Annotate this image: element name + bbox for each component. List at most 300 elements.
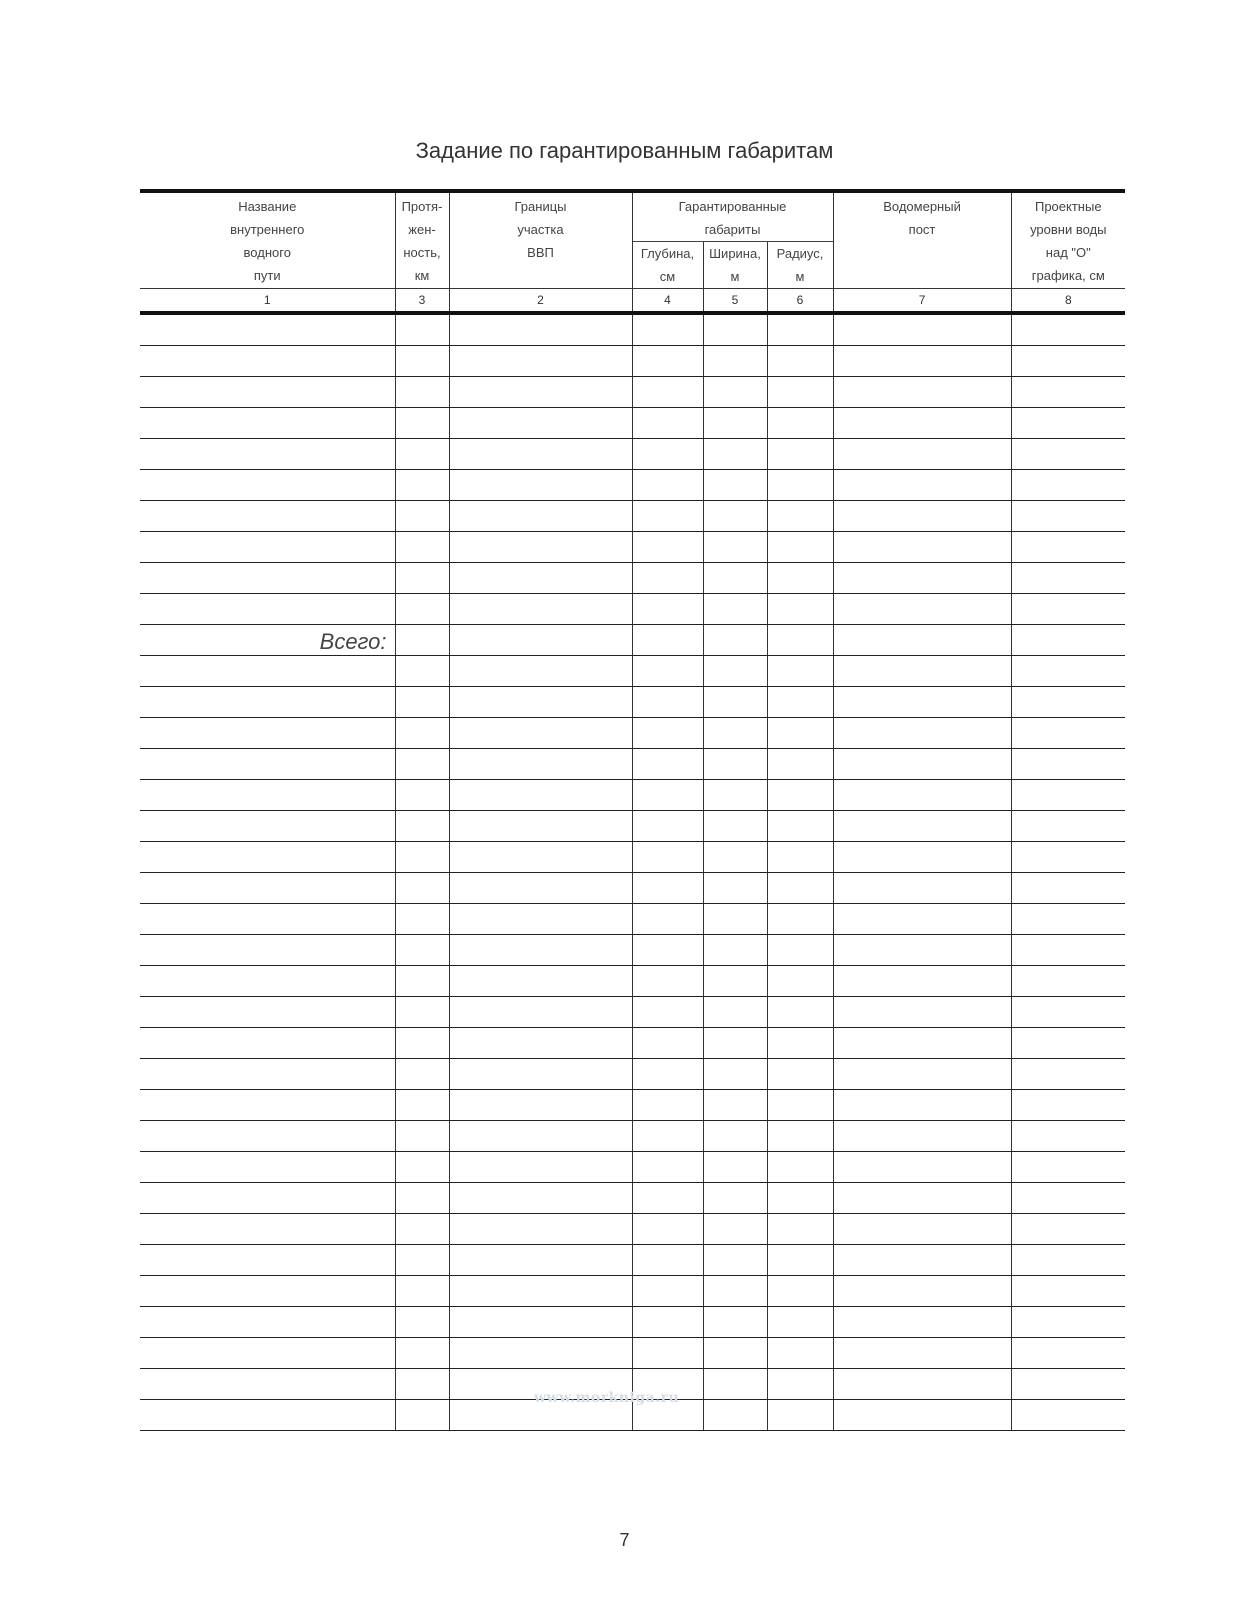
table-cell: [767, 439, 833, 470]
table-cell: [632, 749, 703, 780]
table-cell: [449, 1245, 632, 1276]
table-cell: [767, 842, 833, 873]
cell-name: [140, 811, 395, 842]
table-cell: [1011, 1369, 1125, 1400]
header-section-bounds: Границы участка ВВП: [449, 191, 632, 289]
table-cell: [632, 1214, 703, 1245]
table-cell: [1011, 997, 1125, 1028]
table-cell: [1011, 1183, 1125, 1214]
table-cell: [1011, 811, 1125, 842]
table-row: [140, 656, 1125, 687]
table-cell: [703, 935, 767, 966]
total-label: Всего:: [140, 625, 395, 656]
table-cell: [632, 470, 703, 501]
cell-name: [140, 1369, 395, 1400]
table-cell: [703, 1152, 767, 1183]
table-cell: [449, 625, 632, 656]
table-cell: [449, 904, 632, 935]
table-cell: [632, 346, 703, 377]
table-cell: [767, 811, 833, 842]
cell-name: [140, 1400, 395, 1431]
table-cell: [833, 532, 1011, 563]
cell-name: [140, 1028, 395, 1059]
table-cell: [395, 439, 449, 470]
table-cell: [395, 873, 449, 904]
table-cell: [703, 408, 767, 439]
table-cell: [767, 1276, 833, 1307]
table-row: [140, 439, 1125, 470]
column-number: 6: [767, 289, 833, 314]
table-cell: [833, 749, 1011, 780]
table-cell: [767, 687, 833, 718]
table-cell: [767, 470, 833, 501]
cell-name: [140, 780, 395, 811]
table-cell: [833, 1369, 1011, 1400]
table-cell: [767, 1338, 833, 1369]
column-number: 4: [632, 289, 703, 314]
table-row: [140, 1090, 1125, 1121]
table-cell: [395, 1214, 449, 1245]
table-row: [140, 687, 1125, 718]
table-cell: [833, 935, 1011, 966]
table-cell: [1011, 780, 1125, 811]
table-cell: [395, 1245, 449, 1276]
table-cell: [395, 501, 449, 532]
header-radius: Радиус, м: [767, 242, 833, 289]
table-cell: [833, 1338, 1011, 1369]
table-cell: [395, 408, 449, 439]
cell-name: [140, 377, 395, 408]
table-cell: [767, 1152, 833, 1183]
header-depth: Глубина, см: [632, 242, 703, 289]
table-cell: [632, 811, 703, 842]
header-name: Название внутреннего водного пути: [140, 191, 395, 289]
table-cell: [449, 1214, 632, 1245]
table-cell: [833, 811, 1011, 842]
table-cell: [1011, 313, 1125, 346]
table-row: [140, 532, 1125, 563]
table-cell: [703, 1059, 767, 1090]
table-cell: [395, 532, 449, 563]
table-row: [140, 501, 1125, 532]
table-cell: [395, 1090, 449, 1121]
table-row: [140, 935, 1125, 966]
table-cell: [833, 563, 1011, 594]
table-cell: [703, 749, 767, 780]
table-cell: [449, 1059, 632, 1090]
cell-name: [140, 1090, 395, 1121]
table-cell: [632, 594, 703, 625]
table-cell: [767, 935, 833, 966]
table-cell: [449, 1152, 632, 1183]
table-cell: [395, 842, 449, 873]
table-cell: [449, 873, 632, 904]
table-cell: [703, 1400, 767, 1431]
table-cell: [1011, 594, 1125, 625]
table-row: [140, 718, 1125, 749]
table-cell: [395, 718, 449, 749]
table-cell: [833, 625, 1011, 656]
table-row: [140, 966, 1125, 997]
table-cell: [395, 687, 449, 718]
header-gauge-post: Водомерный пост: [833, 191, 1011, 289]
table-cell: [449, 1028, 632, 1059]
cell-name: [140, 470, 395, 501]
table-cell: [395, 1121, 449, 1152]
table-cell: [1011, 532, 1125, 563]
table-cell: [395, 1059, 449, 1090]
table-cell: [395, 1276, 449, 1307]
table-cell: [632, 997, 703, 1028]
table-cell: [1011, 842, 1125, 873]
table-cell: [449, 749, 632, 780]
table-cell: [767, 904, 833, 935]
table-cell: [833, 656, 1011, 687]
table-cell: [1011, 625, 1125, 656]
table-cell: [1011, 687, 1125, 718]
table-cell: [395, 377, 449, 408]
table-cell: [767, 966, 833, 997]
page-title: Задание по гарантированным габаритам: [415, 138, 834, 163]
table-cell: [703, 470, 767, 501]
table-cell: [703, 873, 767, 904]
table-cell: [632, 1307, 703, 1338]
cell-name: [140, 966, 395, 997]
table-cell: [703, 501, 767, 532]
table-cell: [703, 346, 767, 377]
table-cell: [1011, 1121, 1125, 1152]
table-cell: [767, 594, 833, 625]
table-row: [140, 842, 1125, 873]
table-row: [140, 594, 1125, 625]
table-cell: [703, 532, 767, 563]
table-cell: [1011, 377, 1125, 408]
cell-name: [140, 1059, 395, 1090]
table-cell: [449, 532, 632, 563]
table-cell: [767, 625, 833, 656]
table-cell: [449, 1183, 632, 1214]
table-cell: [1011, 501, 1125, 532]
table-row: [140, 904, 1125, 935]
cell-name: [140, 749, 395, 780]
table-cell: [449, 656, 632, 687]
table-cell: [1011, 1152, 1125, 1183]
table-cell: [632, 1090, 703, 1121]
table-cell: [1011, 904, 1125, 935]
column-number: 1: [140, 289, 395, 314]
table-cell: [1011, 1400, 1125, 1431]
table-cell: [395, 1369, 449, 1400]
table-cell: [1011, 1338, 1125, 1369]
table-cell: [632, 377, 703, 408]
table-row: [140, 1028, 1125, 1059]
table-cell: [449, 997, 632, 1028]
column-number: 3: [395, 289, 449, 314]
table-row: [140, 408, 1125, 439]
cell-name: [140, 873, 395, 904]
table-cell: [632, 313, 703, 346]
table-cell: [767, 749, 833, 780]
page-number: 7: [619, 1530, 630, 1550]
table-cell: [449, 439, 632, 470]
table-cell: [833, 594, 1011, 625]
table-cell: [767, 563, 833, 594]
table-row: [140, 1121, 1125, 1152]
table-cell: [395, 935, 449, 966]
table-cell: [1011, 1028, 1125, 1059]
table-cell: [767, 1307, 833, 1338]
table-cell: [833, 1059, 1011, 1090]
table-cell: [703, 718, 767, 749]
table-cell: [1011, 563, 1125, 594]
table-cell: [1011, 408, 1125, 439]
table-cell: [449, 780, 632, 811]
table-cell: [703, 1090, 767, 1121]
table-row: [140, 1152, 1125, 1183]
table-cell: [449, 501, 632, 532]
table-cell: [632, 1245, 703, 1276]
cell-name: [140, 1276, 395, 1307]
cell-name: [140, 718, 395, 749]
table-cell: [833, 1090, 1011, 1121]
table-cell: [703, 966, 767, 997]
cell-name: [140, 532, 395, 563]
table-cell: [395, 966, 449, 997]
table-cell: [767, 1400, 833, 1431]
table-row: [140, 1059, 1125, 1090]
table-cell: [767, 1245, 833, 1276]
table-cell: [703, 1369, 767, 1400]
table-cell: [703, 625, 767, 656]
table-row: [140, 1276, 1125, 1307]
table-cell: [449, 563, 632, 594]
table-cell: [833, 470, 1011, 501]
table-cell: [632, 1028, 703, 1059]
table-cell: [395, 656, 449, 687]
table-cell: [767, 1059, 833, 1090]
cell-name: [140, 1152, 395, 1183]
table-cell: [833, 408, 1011, 439]
cell-name: [140, 563, 395, 594]
table-cell: [703, 377, 767, 408]
table-row: [140, 873, 1125, 904]
table-cell: [833, 1400, 1011, 1431]
cell-name: [140, 935, 395, 966]
table-cell: [833, 780, 1011, 811]
cell-name: [140, 346, 395, 377]
table-cell: [449, 594, 632, 625]
table-cell: [703, 1276, 767, 1307]
table-cell: [449, 1090, 632, 1121]
table-cell: [632, 1276, 703, 1307]
table-cell: [767, 656, 833, 687]
table-cell: [833, 377, 1011, 408]
table-cell: [1011, 1090, 1125, 1121]
table-cell: [703, 563, 767, 594]
table-cell: [833, 997, 1011, 1028]
cell-name: [140, 439, 395, 470]
table-cell: [395, 780, 449, 811]
table-cell: [833, 904, 1011, 935]
table-cell: [395, 1028, 449, 1059]
table-cell: [395, 625, 449, 656]
table-cell: [767, 1028, 833, 1059]
cell-name: [140, 1245, 395, 1276]
table-cell: [449, 811, 632, 842]
cell-name: [140, 687, 395, 718]
table-cell: [767, 532, 833, 563]
table-cell: [767, 501, 833, 532]
table-cell: [703, 313, 767, 346]
table-cell: [833, 313, 1011, 346]
table-cell: [449, 935, 632, 966]
table-cell: [632, 1059, 703, 1090]
table-cell: [703, 439, 767, 470]
table-cell: [1011, 935, 1125, 966]
table-cell: [767, 718, 833, 749]
table-cell: [767, 997, 833, 1028]
table-cell: [1011, 966, 1125, 997]
cell-name: [140, 1121, 395, 1152]
table-cell: [833, 1276, 1011, 1307]
dimensions-form: [140, 189, 1125, 1431]
table-cell: [833, 346, 1011, 377]
dimensions-table: [140, 189, 1125, 1431]
cell-name: [140, 656, 395, 687]
table-cell: [449, 346, 632, 377]
table-row: [140, 1338, 1125, 1369]
table-cell: [449, 842, 632, 873]
table-cell: [1011, 749, 1125, 780]
table-cell: [1011, 1059, 1125, 1090]
table-row: [140, 377, 1125, 408]
table-cell: [833, 1245, 1011, 1276]
table-cell: [632, 656, 703, 687]
table-row: [140, 470, 1125, 501]
table-cell: [833, 1183, 1011, 1214]
table-cell: [703, 997, 767, 1028]
table-cell: [1011, 1214, 1125, 1245]
table-body: [140, 313, 1125, 1431]
table-cell: [833, 1121, 1011, 1152]
table-row: [140, 780, 1125, 811]
table-cell: [395, 1183, 449, 1214]
table-row: [140, 1307, 1125, 1338]
table-cell: [767, 780, 833, 811]
table-cell: [632, 1121, 703, 1152]
table-cell: [1011, 656, 1125, 687]
table-cell: [767, 346, 833, 377]
table-row: [140, 1214, 1125, 1245]
column-number: 8: [1011, 289, 1125, 314]
table-cell: [833, 1152, 1011, 1183]
table-cell: [703, 1183, 767, 1214]
table-cell: [703, 687, 767, 718]
table-cell: [833, 966, 1011, 997]
table-cell: [833, 439, 1011, 470]
table-cell: [395, 594, 449, 625]
cell-name: [140, 904, 395, 935]
table-row: [140, 749, 1125, 780]
column-number: 5: [703, 289, 767, 314]
header-design-levels: Проектные уровни воды над "О" графика, см: [1011, 191, 1125, 289]
cell-name: [140, 1214, 395, 1245]
table-cell: [767, 313, 833, 346]
table-cell: [703, 1307, 767, 1338]
table-cell: [449, 377, 632, 408]
table-cell: [395, 1400, 449, 1431]
table-cell: [833, 1214, 1011, 1245]
table-cell: [632, 1183, 703, 1214]
cell-name: [140, 313, 395, 346]
table-cell: [1011, 1307, 1125, 1338]
table-row: [140, 1245, 1125, 1276]
header-guaranteed-dimensions: Гарантированные габариты: [632, 191, 833, 242]
table-cell: [833, 1028, 1011, 1059]
table-cell: [632, 873, 703, 904]
table-row: [140, 997, 1125, 1028]
table-cell: [703, 594, 767, 625]
table-cell: [395, 1307, 449, 1338]
table-cell: [395, 1338, 449, 1369]
watermark: www.morkniga.ru: [534, 1390, 680, 1406]
table-cell: [833, 842, 1011, 873]
table-cell: [767, 1214, 833, 1245]
table-cell: [449, 470, 632, 501]
table-cell: [632, 1338, 703, 1369]
table-cell: [395, 1152, 449, 1183]
table-cell: [632, 966, 703, 997]
table-cell: [1011, 718, 1125, 749]
table-cell: [449, 408, 632, 439]
table-cell: [703, 656, 767, 687]
table-cell: [449, 1307, 632, 1338]
table-cell: [449, 1338, 632, 1369]
cell-name: [140, 1183, 395, 1214]
table-cell: [1011, 1245, 1125, 1276]
table-cell: [449, 718, 632, 749]
table-cell: [833, 687, 1011, 718]
table-cell: [767, 1090, 833, 1121]
cell-name: [140, 842, 395, 873]
table-cell: [632, 935, 703, 966]
column-number-row: [140, 289, 1125, 314]
table-cell: [632, 439, 703, 470]
cell-name: [140, 997, 395, 1028]
table-cell: [703, 1214, 767, 1245]
cell-name: [140, 1338, 395, 1369]
table-row: [140, 563, 1125, 594]
column-number: 2: [449, 289, 632, 314]
table-cell: [703, 1338, 767, 1369]
total-row: [140, 625, 1125, 656]
table-cell: [632, 625, 703, 656]
table-cell: [395, 563, 449, 594]
table-cell: [395, 749, 449, 780]
table-cell: [703, 780, 767, 811]
table-cell: [703, 1028, 767, 1059]
column-number: 7: [833, 289, 1011, 314]
table-cell: [767, 1183, 833, 1214]
table-cell: [833, 718, 1011, 749]
table-cell: [632, 408, 703, 439]
table-cell: [1011, 470, 1125, 501]
table-cell: [395, 904, 449, 935]
table-cell: [767, 1369, 833, 1400]
cell-name: [140, 1307, 395, 1338]
table-cell: [449, 1276, 632, 1307]
table-cell: [833, 501, 1011, 532]
